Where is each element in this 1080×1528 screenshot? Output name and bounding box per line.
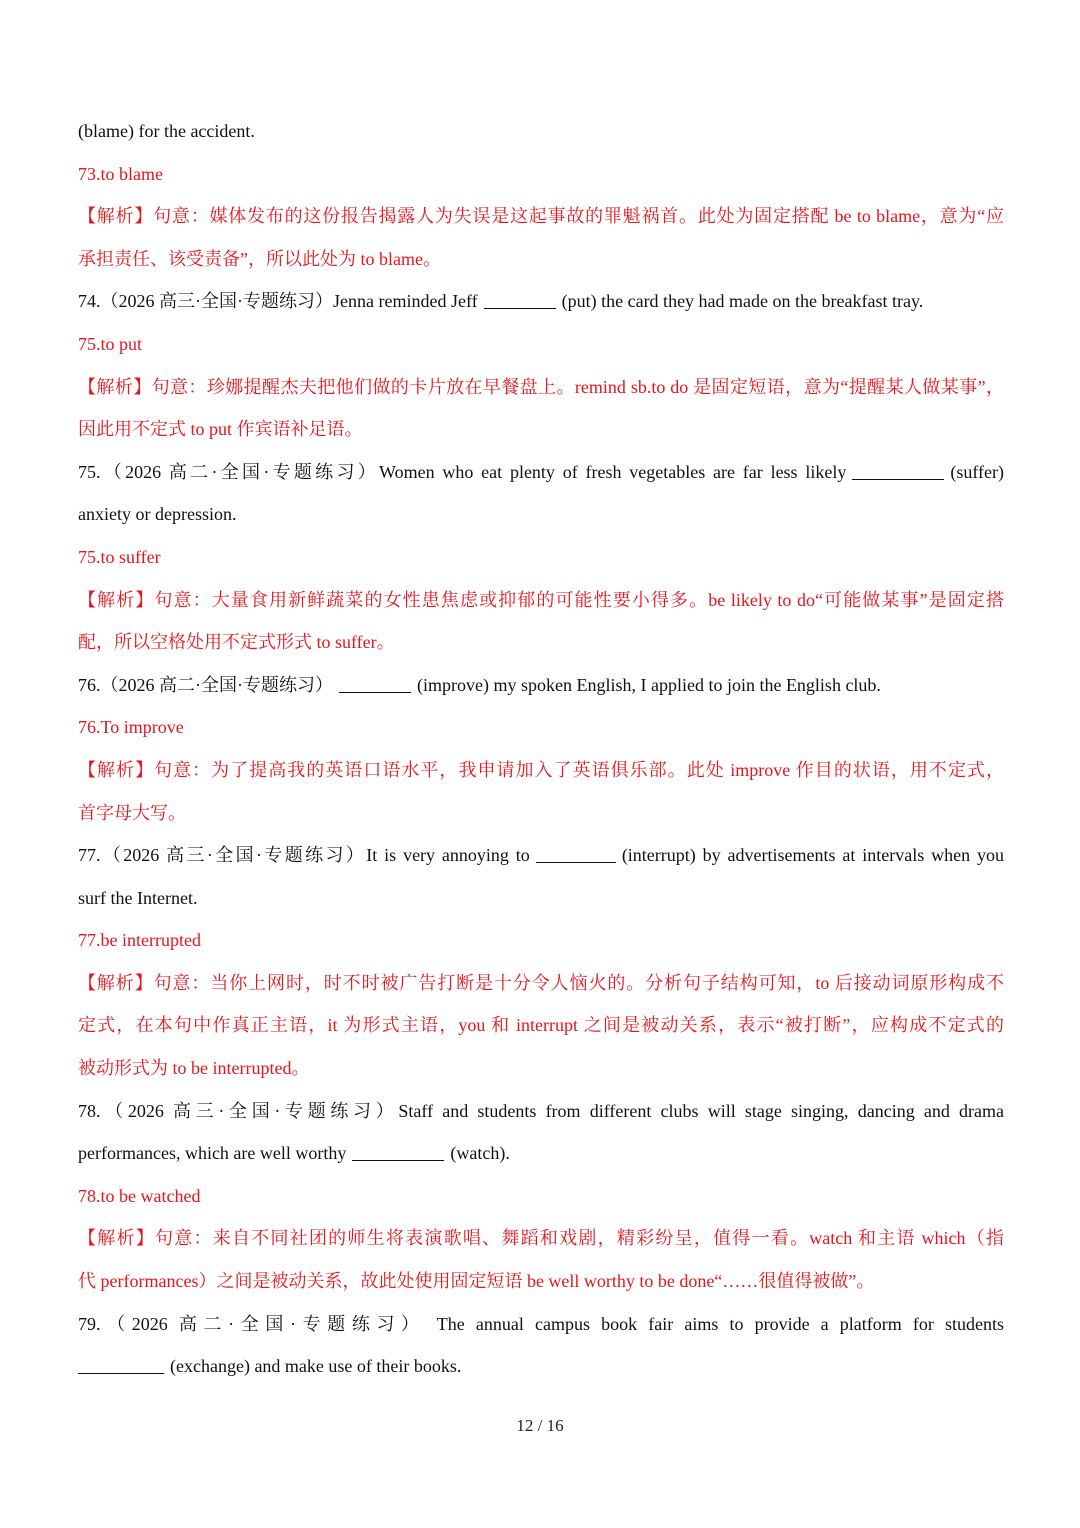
question-75-line-2: anxiety or depression.: [78, 504, 237, 525]
analysis-74-line-2: 因此用不定式 to put 作宾语补足语。: [78, 419, 363, 440]
question-78-line-2: [78, 1132, 1004, 1175]
answer-73: 73.to blame: [78, 163, 163, 184]
question-77: [78, 834, 1004, 877]
page-number: 12 / 16: [516, 1416, 564, 1435]
question-76: [78, 664, 1004, 707]
answer-77: 77.be interrupted: [78, 930, 201, 951]
analysis-77-line-1: 【解析】句意：当你上网时，时不时被广告打断是十分令人恼火的。分析句子结构可知，to 后接动词原形构成不: [78, 972, 1004, 993]
analysis-78-line-1: 【解析】句意：来自不同社团的师生将表演歌唱、舞蹈和戏剧，精彩纷呈，值得一看。watch 和主语 which（指: [78, 1228, 1004, 1249]
analysis-73-line-2: 承担责任、该受责备”，所以此处为 to blame。: [78, 248, 441, 269]
question-75: [78, 451, 1004, 494]
analysis-76-line-1: 【解析】句意：为了提高我的英语口语水平，我申请加入了英语俱乐部。此处 improve 作目的状语，用不定式，: [78, 759, 1004, 780]
answer-75: 75.to suffer: [78, 546, 161, 567]
answer-blank: [352, 1142, 444, 1161]
document-body: [78, 110, 1004, 1388]
question-74-prefix: 74.（2026 高三·全国·专题练习）Jenna reminded Jeff: [78, 291, 478, 312]
answer-blank: [852, 461, 944, 480]
answer-74: 75.to put: [78, 333, 143, 354]
question-75-prefix: 75.（2026 高二·全国·专题练习）Women who eat plenty of fresh vegetables are far less likely: [78, 461, 847, 482]
question-72-continuation: (blame) for the accident.: [78, 121, 255, 141]
analysis-75-line-2: 配，所以空格处用不定式形式 to suffer。: [78, 632, 395, 653]
question-76-suffix: (improve) my spoken English, I applied to join the English club.: [417, 674, 881, 695]
analysis-77-line-3: 被动形式为 to be interrupted。: [78, 1058, 310, 1079]
question-77-line-2: surf the Internet.: [78, 887, 198, 908]
answer-blank: [339, 674, 411, 693]
question-75-suffix: (suffer): [950, 461, 1004, 482]
question-78-prefix: performances, which are well worthy: [78, 1143, 347, 1164]
answer-78: 78.to be watched: [78, 1185, 201, 1206]
question-78: 78.（2026 高三·全国·专题练习）Staff and students from different clubs will stage singing, dancing and drama: [78, 1100, 1004, 1121]
answer-blank: [78, 1355, 164, 1374]
question-74-suffix: (put) the card they had made on the breakfast tray.: [561, 291, 924, 312]
answer-blank: [484, 290, 556, 309]
question-79-suffix: (exchange) and make use of their books.: [170, 1356, 462, 1377]
analysis-78-line-2: 代 performances）之间是被动关系，故此处使用固定短语 be well worthy to be done“……很值得被做”。: [78, 1271, 875, 1292]
question-77-prefix: 77.（2026 高三·全国·专题练习）It is very annoying to: [78, 845, 530, 866]
analysis-76-line-2: 首字母大写。: [78, 802, 186, 823]
analysis-77-line-2: 定式，在本句中作真正主语，it 为形式主语，you 和 interrupt 之间是被动关系，表示“被打断”，应构成不定式的: [78, 1015, 1004, 1036]
answer-blank: [536, 844, 616, 863]
question-79-line-2: [78, 1345, 1004, 1388]
question-76-prefix: 76.（2026 高二·全国·专题练习）: [78, 674, 333, 695]
question-78-suffix: (watch).: [450, 1143, 510, 1164]
question-79: 79.（2026 高二·全国·专题练习） The annual campus book fair aims to provide a platform for students: [78, 1313, 1004, 1334]
question-77-suffix: (interrupt) by advertisements at intervals when you: [621, 845, 1004, 866]
question-74: [78, 280, 1004, 323]
analysis-74-line-1: 【解析】句意：珍娜提醒杰夫把他们做的卡片放在早餐盘上。remind sb.to do 是固定短语，意为“提醒某人做某事”，: [78, 376, 1004, 397]
analysis-73-line-1: 【解析】句意：媒体发布的这份报告揭露人为失误是这起事故的罪魁祸首。此处为固定搭配 be to blame，意为“应: [78, 206, 1004, 227]
analysis-75-line-1: 【解析】句意：大量食用新鲜蔬菜的女性患焦虑或抑郁的可能性要小得多。be likely to do“可能做某事”是固定搭: [78, 589, 1004, 610]
answer-76: 76.To improve: [78, 717, 184, 738]
